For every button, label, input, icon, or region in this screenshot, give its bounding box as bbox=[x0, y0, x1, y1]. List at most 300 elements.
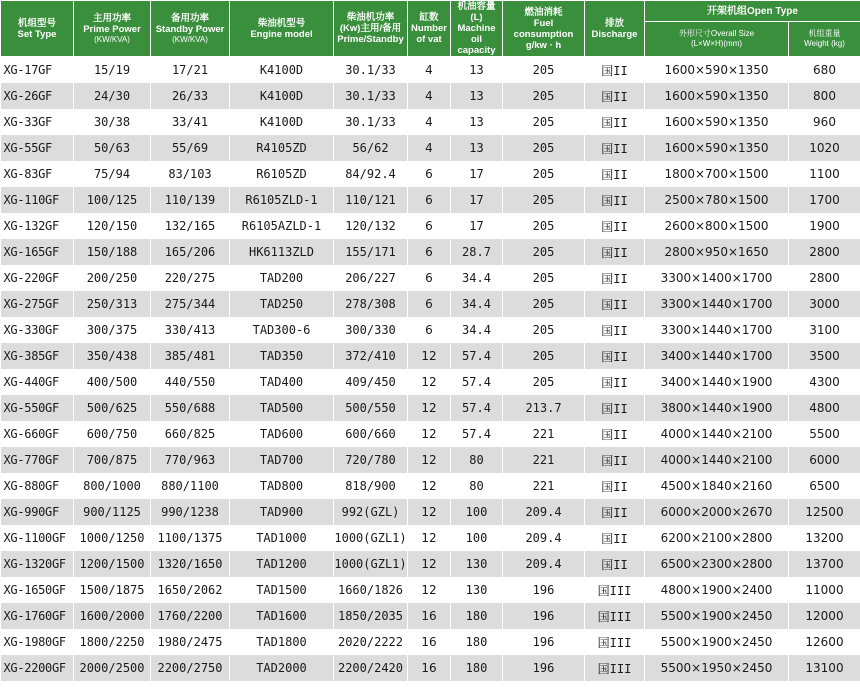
table-row bbox=[1, 187, 860, 213]
cell-engine-model: K4100D bbox=[230, 83, 334, 109]
cell-weight: 3000 bbox=[789, 291, 860, 317]
cell-fuel-consumption: 209.4 bbox=[503, 525, 585, 551]
cell-vat: 6 bbox=[408, 187, 451, 213]
cell-set-type: XG-660GF bbox=[1, 421, 74, 447]
header-size-unit: (L×W×H)(mm) bbox=[690, 39, 743, 49]
cell-fuel-consumption: 205 bbox=[503, 291, 585, 317]
cell-engine-model: TAD700 bbox=[230, 447, 334, 473]
cell-oil-capacity: 130 bbox=[451, 577, 503, 603]
header-oil-unit: (L) bbox=[470, 12, 483, 23]
cell-fuel-consumption: 205 bbox=[503, 213, 585, 239]
cell-overall-size: 3800×1440×1900 bbox=[645, 395, 789, 421]
cell-weight: 13200 bbox=[789, 525, 860, 551]
cell-prime-power: 15/19 bbox=[74, 57, 151, 84]
table-row bbox=[1, 291, 860, 317]
table-row bbox=[1, 499, 860, 525]
cell-set-type: XG-83GF bbox=[1, 161, 74, 187]
cell-weight: 13700 bbox=[789, 551, 860, 577]
cell-standby-power: 33/41 bbox=[151, 109, 230, 135]
cell-oil-capacity: 180 bbox=[451, 603, 503, 629]
cell-set-type: XG-1650GF bbox=[1, 577, 74, 603]
header-overall-size bbox=[645, 22, 789, 57]
header-set-type bbox=[1, 1, 74, 57]
cell-set-type: XG-55GF bbox=[1, 135, 74, 161]
header-standby-unit: (KW/KVA) bbox=[172, 34, 208, 44]
cell-discharge: 国II bbox=[585, 343, 645, 369]
cell-weight: 4300 bbox=[789, 369, 860, 395]
cell-oil-capacity: 13 bbox=[451, 83, 503, 109]
cell-standby-power: 550/688 bbox=[151, 395, 230, 421]
cell-prime-power: 500/625 bbox=[74, 395, 151, 421]
cell-fuel-consumption: 209.4 bbox=[503, 499, 585, 525]
cell-weight: 960 bbox=[789, 109, 860, 135]
cell-prime-power: 120/150 bbox=[74, 213, 151, 239]
cell-oil-capacity: 80 bbox=[451, 473, 503, 499]
table-row bbox=[1, 395, 860, 421]
cell-set-type: XG-1320GF bbox=[1, 551, 74, 577]
cell-set-type: XG-110GF bbox=[1, 187, 74, 213]
cell-engine-model: HK6113ZLD bbox=[230, 239, 334, 265]
cell-set-type: XG-220GF bbox=[1, 265, 74, 291]
cell-discharge: 国II bbox=[585, 265, 645, 291]
cell-overall-size: 3300×1400×1700 bbox=[645, 265, 789, 291]
table-row bbox=[1, 213, 860, 239]
cell-discharge: 国II bbox=[585, 57, 645, 84]
cell-set-type: XG-1100GF bbox=[1, 525, 74, 551]
header-engine-power bbox=[334, 1, 408, 57]
cell-prime-power: 1000/1250 bbox=[74, 525, 151, 551]
cell-oil-capacity: 17 bbox=[451, 213, 503, 239]
cell-fuel-consumption: 213.7 bbox=[503, 395, 585, 421]
cell-discharge: 国II bbox=[585, 135, 645, 161]
cell-standby-power: 275/344 bbox=[151, 291, 230, 317]
header-oil bbox=[451, 1, 503, 57]
cell-fuel-consumption: 196 bbox=[503, 577, 585, 603]
cell-engine-model: K4100D bbox=[230, 109, 334, 135]
table-row bbox=[1, 603, 860, 629]
cell-engine-model: TAD200 bbox=[230, 265, 334, 291]
cell-standby-power: 880/1100 bbox=[151, 473, 230, 499]
cell-set-type: XG-330GF bbox=[1, 317, 74, 343]
cell-overall-size: 1600×590×1350 bbox=[645, 57, 789, 84]
cell-fuel-consumption: 205 bbox=[503, 343, 585, 369]
cell-vat: 4 bbox=[408, 135, 451, 161]
cell-oil-capacity: 34.4 bbox=[451, 265, 503, 291]
cell-prime-power: 700/875 bbox=[74, 447, 151, 473]
header-fuel-en2: g/kw · h bbox=[525, 39, 562, 51]
cell-set-type: XG-880GF bbox=[1, 473, 74, 499]
cell-engine-power: 120/132 bbox=[334, 213, 408, 239]
cell-vat: 12 bbox=[408, 421, 451, 447]
cell-overall-size: 4000×1440×2100 bbox=[645, 447, 789, 473]
cell-standby-power: 660/825 bbox=[151, 421, 230, 447]
cell-overall-size: 5500×1950×2450 bbox=[645, 655, 789, 681]
cell-engine-model: TAD500 bbox=[230, 395, 334, 421]
cell-prime-power: 350/438 bbox=[74, 343, 151, 369]
cell-vat: 12 bbox=[408, 551, 451, 577]
cell-weight: 3100 bbox=[789, 317, 860, 343]
table-header bbox=[1, 1, 860, 57]
cell-engine-power: 1000(GZL1) bbox=[334, 525, 408, 551]
cell-standby-power: 132/165 bbox=[151, 213, 230, 239]
table-row bbox=[1, 265, 860, 291]
cell-weight: 1020 bbox=[789, 135, 860, 161]
table-row bbox=[1, 577, 860, 603]
header-standby-power bbox=[151, 1, 230, 57]
header-vat-en2: of vat bbox=[416, 34, 442, 45]
cell-set-type: XG-1980GF bbox=[1, 629, 74, 655]
cell-standby-power: 165/206 bbox=[151, 239, 230, 265]
header-oil-en1: Machine oil bbox=[457, 23, 496, 45]
cell-engine-model: R4105ZD bbox=[230, 135, 334, 161]
cell-set-type: XG-33GF bbox=[1, 109, 74, 135]
cell-prime-power: 250/313 bbox=[74, 291, 151, 317]
cell-oil-capacity: 57.4 bbox=[451, 421, 503, 447]
cell-engine-power: 818/900 bbox=[334, 473, 408, 499]
cell-weight: 800 bbox=[789, 83, 860, 109]
cell-set-type: XG-1760GF bbox=[1, 603, 74, 629]
cell-fuel-consumption: 205 bbox=[503, 109, 585, 135]
header-prime-power bbox=[74, 1, 151, 57]
cell-discharge: 国II bbox=[585, 447, 645, 473]
header-vat-en1: Number bbox=[411, 23, 447, 34]
cell-fuel-consumption: 221 bbox=[503, 447, 585, 473]
cell-vat: 12 bbox=[408, 395, 451, 421]
cell-oil-capacity: 57.4 bbox=[451, 343, 503, 369]
cell-prime-power: 1200/1500 bbox=[74, 551, 151, 577]
header-discharge-cn: 排放 bbox=[604, 17, 624, 29]
cell-weight: 1100 bbox=[789, 161, 860, 187]
cell-engine-power: 30.1/33 bbox=[334, 57, 408, 84]
cell-weight: 1700 bbox=[789, 187, 860, 213]
cell-overall-size: 4500×1840×2160 bbox=[645, 473, 789, 499]
header-engine-model bbox=[230, 1, 334, 57]
cell-oil-capacity: 13 bbox=[451, 109, 503, 135]
cell-fuel-consumption: 205 bbox=[503, 369, 585, 395]
header-engine-power-cn2: (Kw)主用/备用 bbox=[339, 23, 402, 34]
cell-prime-power: 2000/2500 bbox=[74, 655, 151, 681]
cell-overall-size: 1600×590×1350 bbox=[645, 135, 789, 161]
cell-engine-model: TAD300-6 bbox=[230, 317, 334, 343]
header-fuel bbox=[503, 1, 585, 57]
cell-engine-power: 278/308 bbox=[334, 291, 408, 317]
cell-set-type: XG-275GF bbox=[1, 291, 74, 317]
cell-discharge: 国II bbox=[585, 187, 645, 213]
cell-weight: 6500 bbox=[789, 473, 860, 499]
cell-vat: 12 bbox=[408, 473, 451, 499]
cell-standby-power: 220/275 bbox=[151, 265, 230, 291]
cell-fuel-consumption: 205 bbox=[503, 239, 585, 265]
cell-discharge: 国II bbox=[585, 291, 645, 317]
cell-prime-power: 800/1000 bbox=[74, 473, 151, 499]
cell-engine-model: TAD2000 bbox=[230, 655, 334, 681]
header-discharge bbox=[585, 1, 645, 57]
cell-overall-size: 3400×1440×1900 bbox=[645, 369, 789, 395]
cell-overall-size: 4800×1900×2400 bbox=[645, 577, 789, 603]
cell-discharge: 国II bbox=[585, 473, 645, 499]
cell-overall-size: 2800×950×1650 bbox=[645, 239, 789, 265]
cell-set-type: XG-385GF bbox=[1, 343, 74, 369]
cell-engine-model: TAD400 bbox=[230, 369, 334, 395]
table-row bbox=[1, 655, 860, 681]
header-vat bbox=[408, 1, 451, 57]
cell-overall-size: 2600×800×1500 bbox=[645, 213, 789, 239]
cell-weight: 3500 bbox=[789, 343, 860, 369]
cell-set-type: XG-132GF bbox=[1, 213, 74, 239]
cell-engine-model: R6105ZLD-1 bbox=[230, 187, 334, 213]
table-row bbox=[1, 525, 860, 551]
cell-engine-model: TAD1200 bbox=[230, 551, 334, 577]
table-row bbox=[1, 473, 860, 499]
cell-engine-power: 1000(GZL1) bbox=[334, 551, 408, 577]
cell-prime-power: 1600/2000 bbox=[74, 603, 151, 629]
cell-engine-power: 56/62 bbox=[334, 135, 408, 161]
cell-standby-power: 440/550 bbox=[151, 369, 230, 395]
cell-vat: 12 bbox=[408, 499, 451, 525]
cell-prime-power: 24/30 bbox=[74, 83, 151, 109]
table-row bbox=[1, 369, 860, 395]
cell-discharge: 国III bbox=[585, 629, 645, 655]
cell-engine-power: 300/330 bbox=[334, 317, 408, 343]
header-prime-en: Prime Power bbox=[83, 23, 141, 35]
cell-vat: 12 bbox=[408, 343, 451, 369]
cell-set-type: XG-550GF bbox=[1, 395, 74, 421]
cell-set-type: XG-990GF bbox=[1, 499, 74, 525]
cell-fuel-consumption: 205 bbox=[503, 265, 585, 291]
cell-discharge: 国II bbox=[585, 499, 645, 525]
header-standby-cn: 备用功率 bbox=[170, 12, 209, 24]
table-row bbox=[1, 551, 860, 577]
cell-engine-power: 206/227 bbox=[334, 265, 408, 291]
header-engine-power-cn: 柴油机功率 bbox=[346, 12, 395, 23]
header-engine-en: Engine model bbox=[250, 28, 313, 40]
cell-overall-size: 1600×590×1350 bbox=[645, 109, 789, 135]
cell-prime-power: 1800/2250 bbox=[74, 629, 151, 655]
cell-prime-power: 900/1125 bbox=[74, 499, 151, 525]
cell-weight: 2800 bbox=[789, 265, 860, 291]
header-vat-cn: 缸数 bbox=[419, 12, 439, 23]
cell-engine-power: 372/410 bbox=[334, 343, 408, 369]
cell-oil-capacity: 57.4 bbox=[451, 369, 503, 395]
cell-overall-size: 5500×1900×2450 bbox=[645, 603, 789, 629]
cell-discharge: 国II bbox=[585, 161, 645, 187]
cell-engine-power: 2200/2420 bbox=[334, 655, 408, 681]
cell-engine-power: 1660/1826 bbox=[334, 577, 408, 603]
table-row bbox=[1, 57, 860, 84]
cell-discharge: 国II bbox=[585, 109, 645, 135]
cell-fuel-consumption: 205 bbox=[503, 161, 585, 187]
cell-discharge: 国II bbox=[585, 551, 645, 577]
cell-engine-model: TAD250 bbox=[230, 291, 334, 317]
cell-engine-model: TAD1000 bbox=[230, 525, 334, 551]
header-set-type-cn: 机组型号 bbox=[17, 17, 56, 29]
cell-set-type: XG-440GF bbox=[1, 369, 74, 395]
cell-discharge: 国II bbox=[585, 395, 645, 421]
cell-discharge: 国II bbox=[585, 421, 645, 447]
cell-fuel-consumption: 205 bbox=[503, 317, 585, 343]
cell-vat: 12 bbox=[408, 369, 451, 395]
cell-fuel-consumption: 209.4 bbox=[503, 551, 585, 577]
header-prime-cn: 主用功率 bbox=[92, 12, 131, 24]
cell-standby-power: 110/139 bbox=[151, 187, 230, 213]
cell-set-type: XG-2200GF bbox=[1, 655, 74, 681]
cell-vat: 4 bbox=[408, 57, 451, 84]
cell-standby-power: 1650/2062 bbox=[151, 577, 230, 603]
cell-discharge: 国II bbox=[585, 369, 645, 395]
cell-overall-size: 6000×2000×2670 bbox=[645, 499, 789, 525]
cell-vat: 12 bbox=[408, 577, 451, 603]
header-fuel-cn: 燃油消耗 bbox=[524, 6, 563, 18]
cell-standby-power: 1320/1650 bbox=[151, 551, 230, 577]
cell-fuel-consumption: 196 bbox=[503, 629, 585, 655]
table-row bbox=[1, 343, 860, 369]
cell-weight: 1900 bbox=[789, 213, 860, 239]
cell-oil-capacity: 17 bbox=[451, 161, 503, 187]
cell-vat: 16 bbox=[408, 603, 451, 629]
cell-engine-model: TAD600 bbox=[230, 421, 334, 447]
header-set-type-en: Set Type bbox=[17, 28, 57, 40]
cell-vat: 6 bbox=[408, 213, 451, 239]
cell-standby-power: 1980/2475 bbox=[151, 629, 230, 655]
header-weight bbox=[789, 22, 860, 57]
table-row bbox=[1, 83, 860, 109]
cell-standby-power: 26/33 bbox=[151, 83, 230, 109]
cell-prime-power: 30/38 bbox=[74, 109, 151, 135]
cell-engine-power: 155/171 bbox=[334, 239, 408, 265]
cell-standby-power: 330/413 bbox=[151, 317, 230, 343]
cell-oil-capacity: 34.4 bbox=[451, 291, 503, 317]
cell-vat: 16 bbox=[408, 629, 451, 655]
cell-standby-power: 17/21 bbox=[151, 57, 230, 84]
cell-fuel-consumption: 196 bbox=[503, 603, 585, 629]
table-row bbox=[1, 317, 860, 343]
header-oil-cn: 机油容量 bbox=[457, 1, 496, 12]
cell-set-type: XG-17GF bbox=[1, 57, 74, 84]
cell-standby-power: 83/103 bbox=[151, 161, 230, 187]
cell-engine-power: 110/121 bbox=[334, 187, 408, 213]
cell-discharge: 国II bbox=[585, 213, 645, 239]
cell-engine-model: TAD350 bbox=[230, 343, 334, 369]
header-weight-unit: Weight (kg) bbox=[804, 39, 845, 49]
cell-oil-capacity: 180 bbox=[451, 629, 503, 655]
cell-discharge: 国II bbox=[585, 83, 645, 109]
cell-discharge: 国II bbox=[585, 239, 645, 265]
cell-weight: 6000 bbox=[789, 447, 860, 473]
cell-engine-model: TAD1600 bbox=[230, 603, 334, 629]
cell-oil-capacity: 34.4 bbox=[451, 317, 503, 343]
cell-engine-power: 30.1/33 bbox=[334, 83, 408, 109]
cell-set-type: XG-770GF bbox=[1, 447, 74, 473]
cell-engine-power: 720/780 bbox=[334, 447, 408, 473]
table-row bbox=[1, 447, 860, 473]
cell-standby-power: 1100/1375 bbox=[151, 525, 230, 551]
cell-prime-power: 300/375 bbox=[74, 317, 151, 343]
cell-weight: 12600 bbox=[789, 629, 860, 655]
table-body bbox=[1, 57, 860, 682]
cell-fuel-consumption: 205 bbox=[503, 83, 585, 109]
cell-weight: 12500 bbox=[789, 499, 860, 525]
cell-engine-power: 1850/2035 bbox=[334, 603, 408, 629]
cell-set-type: XG-26GF bbox=[1, 83, 74, 109]
cell-discharge: 国II bbox=[585, 317, 645, 343]
cell-engine-power: 84/92.4 bbox=[334, 161, 408, 187]
cell-standby-power: 990/1238 bbox=[151, 499, 230, 525]
cell-prime-power: 600/750 bbox=[74, 421, 151, 447]
cell-vat: 6 bbox=[408, 161, 451, 187]
cell-overall-size: 3300×1440×1700 bbox=[645, 317, 789, 343]
cell-weight: 11000 bbox=[789, 577, 860, 603]
cell-engine-power: 30.1/33 bbox=[334, 109, 408, 135]
cell-overall-size: 2500×780×1500 bbox=[645, 187, 789, 213]
cell-engine-model: TAD1800 bbox=[230, 629, 334, 655]
cell-vat: 12 bbox=[408, 447, 451, 473]
cell-fuel-consumption: 205 bbox=[503, 187, 585, 213]
cell-engine-model: TAD900 bbox=[230, 499, 334, 525]
cell-overall-size: 4000×1440×2100 bbox=[645, 421, 789, 447]
cell-fuel-consumption: 205 bbox=[503, 57, 585, 84]
cell-vat: 6 bbox=[408, 291, 451, 317]
cell-engine-model: K4100D bbox=[230, 57, 334, 84]
cell-oil-capacity: 100 bbox=[451, 499, 503, 525]
header-prime-unit: (KW/KVA) bbox=[94, 34, 130, 44]
cell-discharge: 国II bbox=[585, 525, 645, 551]
table-row bbox=[1, 109, 860, 135]
cell-vat: 6 bbox=[408, 265, 451, 291]
header-size-label: 外形尺寸Overall Size bbox=[678, 29, 755, 39]
cell-prime-power: 200/250 bbox=[74, 265, 151, 291]
cell-engine-model: R6105AZLD-1 bbox=[230, 213, 334, 239]
cell-vat: 6 bbox=[408, 317, 451, 343]
cell-weight: 5500 bbox=[789, 421, 860, 447]
cell-overall-size: 3300×1440×1700 bbox=[645, 291, 789, 317]
cell-overall-size: 3400×1440×1700 bbox=[645, 343, 789, 369]
cell-vat: 6 bbox=[408, 239, 451, 265]
table-row bbox=[1, 161, 860, 187]
cell-vat: 16 bbox=[408, 655, 451, 681]
cell-set-type: XG-165GF bbox=[1, 239, 74, 265]
table-row bbox=[1, 239, 860, 265]
cell-engine-power: 2020/2222 bbox=[334, 629, 408, 655]
cell-oil-capacity: 180 bbox=[451, 655, 503, 681]
cell-overall-size: 6500×2300×2800 bbox=[645, 551, 789, 577]
cell-standby-power: 55/69 bbox=[151, 135, 230, 161]
cell-engine-power: 500/550 bbox=[334, 395, 408, 421]
cell-oil-capacity: 57.4 bbox=[451, 395, 503, 421]
header-oil-en2: capacity bbox=[457, 45, 496, 56]
header-open-type: 开架机组Open Type bbox=[645, 1, 860, 22]
cell-overall-size: 1800×700×1500 bbox=[645, 161, 789, 187]
header-fuel-en1: Fuel consumption bbox=[513, 17, 574, 40]
cell-oil-capacity: 130 bbox=[451, 551, 503, 577]
cell-oil-capacity: 13 bbox=[451, 57, 503, 84]
cell-prime-power: 100/125 bbox=[74, 187, 151, 213]
cell-prime-power: 75/94 bbox=[74, 161, 151, 187]
cell-overall-size: 1600×590×1350 bbox=[645, 83, 789, 109]
cell-engine-power: 992(GZL) bbox=[334, 499, 408, 525]
cell-oil-capacity: 17 bbox=[451, 187, 503, 213]
header-engine-power-en: Prime/Standby bbox=[337, 34, 404, 45]
cell-discharge: 国III bbox=[585, 655, 645, 681]
cell-engine-power: 600/660 bbox=[334, 421, 408, 447]
cell-prime-power: 50/63 bbox=[74, 135, 151, 161]
cell-oil-capacity: 80 bbox=[451, 447, 503, 473]
cell-weight: 4800 bbox=[789, 395, 860, 421]
cell-standby-power: 1760/2200 bbox=[151, 603, 230, 629]
cell-engine-power: 409/450 bbox=[334, 369, 408, 395]
cell-discharge: 国III bbox=[585, 577, 645, 603]
header-weight-label: 机组重量 bbox=[808, 29, 841, 39]
cell-weight: 2800 bbox=[789, 239, 860, 265]
